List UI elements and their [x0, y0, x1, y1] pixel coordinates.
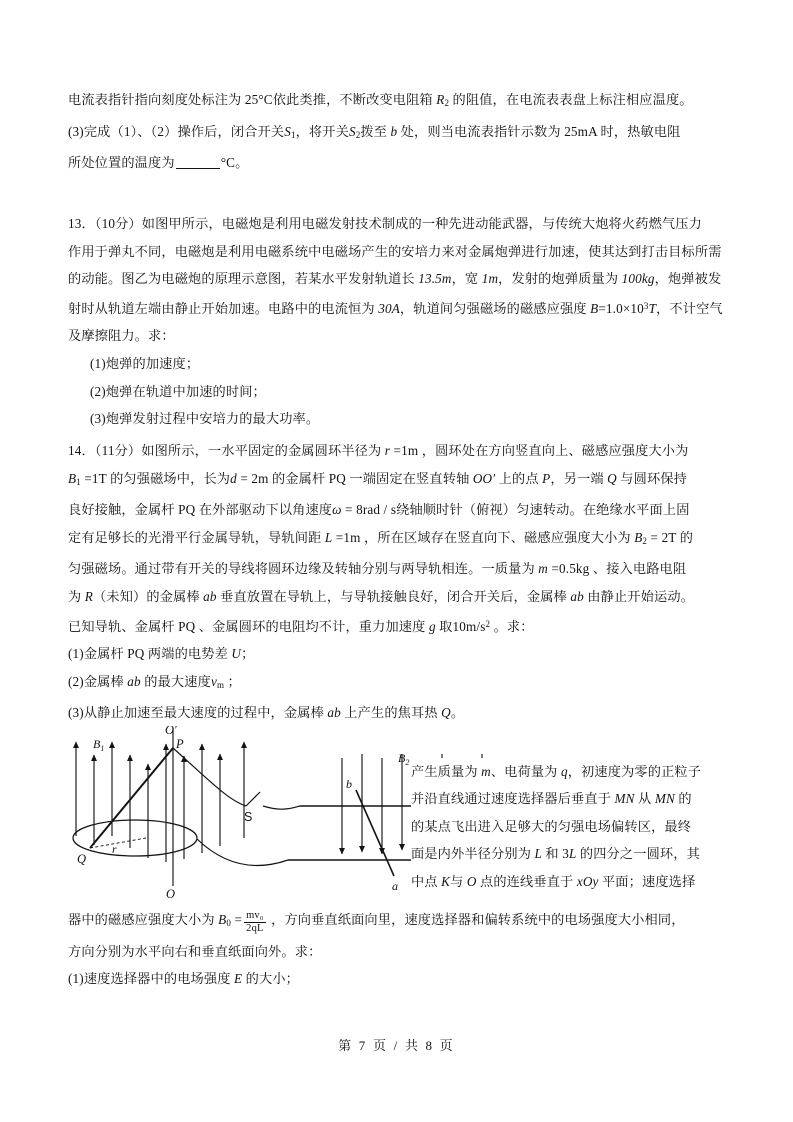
- q14-line: 已知导轨、金属杆 PQ 、金属圆环的电阻均不计，重力加速度 g 取$10m/s^2$ 。求：: [68, 618, 534, 634]
- q12-line: (3)完成（1）、（2）操作后，闭合开关$S_1$，将开关$S_2$拨至 b 处，则当电流表指针示数为 25mA 时，热敏电阻: [68, 123, 681, 140]
- q14-sub-item: (2)金属棒 ab 的最大速度$v_m$ ；: [68, 673, 241, 690]
- q14-line: 定有足够长的光滑平行金属导轨，导轨间距 L =1m ，所在区域存在竖直向下、磁感应强度大小为 $B_2 = 2T$ 的: [68, 529, 694, 546]
- figure-label-b1: $B_1$: [93, 737, 105, 753]
- fraction: $\frac{\text{mv₀}}{2qL}$: [246, 910, 264, 934]
- figure-label-b2: $B_2$: [398, 751, 410, 767]
- q14-sub-item: (1)金属杆 PQ 两端的电势差 U；: [68, 646, 255, 662]
- overlap-line: 面是内外半径分别为 L 和 3L 的四分之一圆环，其: [411, 840, 733, 867]
- q13-line: 作用于弹丸不同，电磁炮是利用电磁系统中电磁场产生的安培力来对金属炮弹进行加速，使其达到打击目标所需: [68, 243, 722, 259]
- q14-line: 14．（11分）如图所示，一水平固定的金属圆环半径为 r =1m ，圆环处在方向竖直向上、磁感应强度大小为: [68, 443, 689, 458]
- q15-line: 器中的磁感应强度大小为 $B_0$ = $\frac{\text{mv₀}}{2qL}$ ，方向垂直纸面向里，速度选择器和偏转系统中的电场强度大小相同，: [68, 910, 685, 934]
- q13-sub-item: (1)炮弹的加速度；: [90, 355, 200, 371]
- lower-connecting-wire: [197, 839, 288, 865]
- q14-line: $B_1 =1T$ 的匀强磁场中，长为d = 2m 的金属杆 PQ 一端固定在竖直转轴 OO′ 上的点 P，另一端 Q 与圆环保持: [68, 470, 687, 487]
- figure-label-s: S: [244, 810, 253, 824]
- overlap-line: 的某点飞出进入足够大的匀强电场偏转区，最终: [411, 813, 733, 840]
- question-13: [68, 210, 726, 433]
- b1-field-arrows: [76, 742, 244, 862]
- q14-line: 良好接触，金属杆 PQ 在外部驱动下以角速度ω = 8rad / s绕轴顺时针（俯视）匀速转动。在绝缘水平面上固: [68, 502, 690, 518]
- fill-in-blank[interactable]: [176, 155, 220, 169]
- overlap-line: 产生质量为 m、电荷量为 q，初速度为零的正粒子: [411, 758, 733, 785]
- figure-label-p: P: [176, 737, 184, 751]
- q14-line: 为 R（未知）的金属棒 ab 垂直放置在导轨上，与导轨接触良好，闭合开关后，金属棒 ab 由静止开始运动。: [68, 588, 694, 604]
- question-15-tail: [68, 906, 726, 993]
- q13-sub-item: (2)炮弹在轨道中加速的时间；: [90, 383, 266, 399]
- figure-label-r: r: [112, 844, 117, 856]
- page-footer: 第 7 页 / 共 8 页: [338, 1038, 455, 1053]
- switch-lever: [246, 792, 260, 806]
- q14-sub-item: (3)从静止加速至最大速度的过程中，金属棒 ab 上产生的焦耳热 Q。: [68, 705, 465, 721]
- q13-line: 及摩擦阻力。求：: [68, 328, 175, 344]
- overlap-line: 并沿直线通过速度选择器后垂直于 MN 从 MN 的: [411, 785, 733, 812]
- figure-label-q: Q: [77, 852, 87, 866]
- q13-line: 13．（10分）如图甲所示，电磁炮是利用电磁发射技术制成的一种先进动能武器，与传统大炮将火药燃气压力: [68, 216, 702, 231]
- q12-line: 所处位置的温度为 °C。: [68, 155, 249, 171]
- figure-label-b: b: [346, 777, 352, 791]
- q14-line: 匀强磁场。通过带有开关的导线将圆环边缘及转轴分别与两导轨相连。一质量为 m =0.5kg 、接入电路电阻: [68, 561, 687, 577]
- q12-line: 电流表指针指向刻度处标注为 25°C依此类推，不断改变电阻箱 $R_2$ 的阻值，在电流表表盘上标注相应温度。: [68, 92, 693, 108]
- question-14: [68, 437, 726, 727]
- metal-ring: [73, 820, 197, 856]
- question-12-tail: [68, 86, 726, 177]
- switch-to-rail-wire: [263, 806, 300, 809]
- q15-sub-item: (1)速度选择器中的电场强度 E 的大小；: [68, 971, 300, 987]
- figure-label-a: a: [392, 879, 398, 893]
- q13-line: 射时从轨道左端由静止开始加速。电路中的电流恒为 30A，轨道间匀强磁场的磁感应强度 $B=1.0\times 10^3T$，不计空气: [68, 300, 723, 316]
- figure-label-o-top: O′: [165, 726, 177, 737]
- q15-line: 方向分别为水平向右和垂直纸面向外。求：: [68, 943, 322, 959]
- ring-radius: [90, 838, 146, 848]
- overlap-line: 中点 K与 O 点的连线垂直于 xOy 平面；速度选择: [411, 868, 733, 895]
- q13-line: 的动能。图乙为电磁炮的原理示意图，若某水平发射轨道长 13.5m，宽 1m，发射的炮弹质量为 100kg，炮弹被发: [68, 271, 722, 287]
- rod-pq: [90, 748, 173, 848]
- q13-sub-item: (3)炮弹发射过程中安培力的最大功率。: [90, 411, 320, 427]
- figure-label-o-bottom: O: [166, 887, 176, 901]
- overlapping-text-block: [411, 758, 733, 895]
